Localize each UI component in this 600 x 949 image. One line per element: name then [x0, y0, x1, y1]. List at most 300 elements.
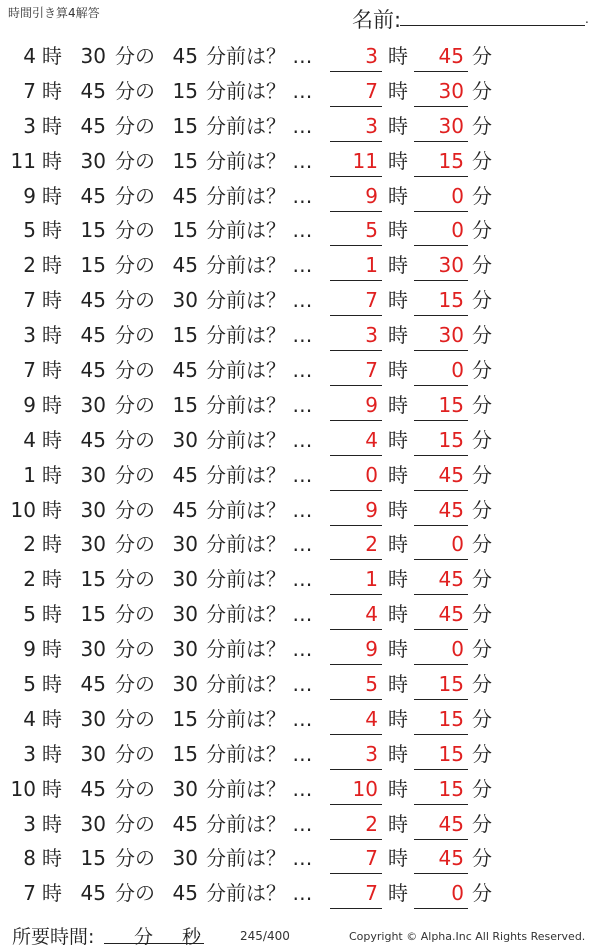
answer-minute-line [414, 873, 468, 874]
answer-hour[interactable]: 3 [365, 44, 378, 68]
before-label: 分前は？ … [206, 113, 313, 138]
minute-of-label: 分の [115, 637, 155, 662]
answer-minute-line [414, 315, 468, 316]
subtract-minutes: 15 [172, 148, 198, 173]
answer-hour-line [330, 176, 382, 177]
minute-label: 分 [472, 672, 492, 697]
worksheet-title: 時間引き算4解答 [8, 6, 100, 20]
answer-minute[interactable]: 30 [438, 253, 464, 278]
before-label: 分前は？ … [206, 706, 313, 731]
problem-row [0, 144, 600, 179]
start-hour: 9 [23, 392, 36, 417]
hour-label: 時 [388, 427, 408, 452]
before-label: 分前は？ … [206, 253, 313, 278]
answer-minute-line [414, 490, 468, 491]
hour-label: 時 [42, 706, 62, 731]
hour-label: 時 [42, 392, 62, 417]
before-label: 分前は？ … [206, 323, 313, 348]
minute-label: 分 [472, 218, 492, 243]
minute-label: 分 [472, 881, 492, 906]
answer-minute-line [414, 176, 468, 177]
subtract-minutes: 30 [172, 427, 198, 452]
start-minute: 15 [80, 567, 106, 592]
answer-minute-line [414, 908, 468, 909]
answer-minute[interactable]: 30 [438, 323, 464, 348]
subtract-minutes: 15 [172, 392, 198, 417]
subtract-minutes: 45 [172, 44, 198, 68]
minute-of-label: 分の [115, 183, 155, 208]
before-label: 分前は？ … [206, 567, 313, 592]
answer-hour[interactable]: 5 [365, 672, 378, 697]
answer-minute-line [414, 769, 468, 770]
answer-minute[interactable]: 0 [451, 218, 464, 243]
answer-minute-line [414, 245, 468, 246]
subtract-minutes: 30 [172, 602, 198, 627]
hour-label: 時 [42, 497, 62, 522]
name-end-dot: . [585, 12, 589, 26]
answer-minute-line [414, 385, 468, 386]
answer-minute[interactable]: 0 [451, 183, 464, 208]
answer-minute-line [414, 141, 468, 142]
problem-row [0, 632, 600, 667]
answer-hour-line [330, 908, 382, 909]
answer-hour[interactable]: 7 [365, 78, 378, 103]
minute-of-label: 分の [115, 44, 155, 68]
subtract-minutes: 30 [172, 776, 198, 801]
start-hour: 7 [23, 358, 36, 383]
answer-minute[interactable]: 45 [438, 497, 464, 522]
start-hour: 2 [23, 253, 36, 278]
before-label: 分前は？ … [206, 44, 313, 68]
answer-hour-line [330, 873, 382, 874]
problem-row [0, 74, 600, 109]
hour-label: 時 [388, 672, 408, 697]
answer-minute[interactable]: 45 [438, 811, 464, 836]
answer-hour-line [330, 559, 382, 560]
minute-label: 分 [472, 567, 492, 592]
answer-hour[interactable]: 7 [365, 288, 378, 313]
minute-label: 分 [472, 846, 492, 871]
subtract-minutes: 30 [172, 567, 198, 592]
start-minute: 45 [80, 881, 106, 906]
start-minute: 30 [80, 811, 106, 836]
answer-minute[interactable]: 0 [451, 881, 464, 906]
start-minute: 30 [80, 497, 106, 522]
minute-label: 分 [472, 253, 492, 278]
hour-label: 時 [42, 183, 62, 208]
answer-hour[interactable]: 5 [365, 218, 378, 243]
start-hour: 9 [23, 637, 36, 662]
hour-label: 時 [42, 811, 62, 836]
minute-label: 分 [472, 148, 492, 173]
minute-label: 分 [472, 392, 492, 417]
start-minute: 30 [80, 532, 106, 557]
hour-label: 時 [42, 532, 62, 557]
before-label: 分前は？ … [206, 462, 313, 487]
hour-label: 時 [42, 602, 62, 627]
minute-of-label: 分の [115, 881, 155, 906]
answer-hour-line [330, 490, 382, 491]
answer-hour[interactable]: 9 [365, 637, 378, 662]
subtract-minutes: 15 [172, 218, 198, 243]
subtract-minutes: 30 [172, 532, 198, 557]
subtract-minutes: 45 [172, 811, 198, 836]
minute-label: 分 [472, 44, 492, 68]
problem-row [0, 772, 600, 807]
subtract-minutes: 45 [172, 462, 198, 487]
hour-label: 時 [42, 462, 62, 487]
problem-row [0, 702, 600, 737]
minute-of-label: 分の [115, 776, 155, 801]
minute-label: 分 [472, 113, 492, 138]
start-minute: 15 [80, 253, 106, 278]
hour-label: 時 [42, 113, 62, 138]
hour-label: 時 [388, 602, 408, 627]
problem-row [0, 737, 600, 772]
start-minute: 30 [80, 706, 106, 731]
subtract-minutes: 30 [172, 637, 198, 662]
hour-label: 時 [388, 288, 408, 313]
answer-hour[interactable]: 2 [365, 532, 378, 557]
minute-label: 分 [472, 427, 492, 452]
before-label: 分前は？ … [206, 183, 313, 208]
hour-label: 時 [42, 253, 62, 278]
answer-minute[interactable]: 45 [438, 567, 464, 592]
problem-row [0, 876, 600, 911]
hour-label: 時 [388, 706, 408, 731]
start-hour: 4 [23, 706, 36, 731]
problem-row [0, 213, 600, 248]
subtract-minutes: 45 [172, 881, 198, 906]
answer-minute[interactable]: 45 [438, 44, 464, 68]
start-hour: 4 [23, 44, 36, 68]
minute-of-label: 分の [115, 323, 155, 348]
answer-minute-line [414, 71, 468, 72]
start-hour: 5 [23, 672, 36, 697]
answer-hour[interactable]: 7 [365, 846, 378, 871]
answer-minute[interactable]: 15 [438, 706, 464, 731]
answer-hour[interactable]: 3 [365, 323, 378, 348]
minute-of-label: 分の [115, 846, 155, 871]
minute-label: 分 [472, 811, 492, 836]
subtract-minutes: 30 [172, 672, 198, 697]
answer-hour-line [330, 141, 382, 142]
problem-row [0, 841, 600, 876]
minute-of-label: 分の [115, 602, 155, 627]
start-minute: 45 [80, 776, 106, 801]
hour-label: 時 [42, 776, 62, 801]
start-minute: 30 [80, 148, 106, 173]
hour-label: 時 [388, 881, 408, 906]
hour-label: 時 [388, 44, 408, 68]
hour-label: 時 [42, 218, 62, 243]
start-minute: 45 [80, 183, 106, 208]
hour-label: 時 [388, 218, 408, 243]
answer-hour-line [330, 629, 382, 630]
hour-label: 時 [388, 358, 408, 383]
before-label: 分前は？ … [206, 776, 313, 801]
answer-hour[interactable]: 2 [365, 811, 378, 836]
start-hour: 3 [23, 323, 36, 348]
subtract-minutes: 30 [172, 846, 198, 871]
hour-label: 時 [388, 183, 408, 208]
hour-label: 時 [42, 846, 62, 871]
hour-label: 時 [388, 113, 408, 138]
problem-row [0, 807, 600, 842]
before-label: 分前は？ … [206, 846, 313, 871]
start-hour: 7 [23, 288, 36, 313]
minute-of-label: 分の [115, 427, 155, 452]
page-number: 245/400 [240, 929, 290, 943]
before-label: 分前は？ … [206, 497, 313, 522]
minute-label: 分 [472, 706, 492, 731]
minute-label: 分 [472, 741, 492, 766]
problem-row [0, 388, 600, 423]
start-hour: 4 [23, 427, 36, 452]
answer-hour-line [330, 804, 382, 805]
answer-hour[interactable]: 1 [365, 567, 378, 592]
answer-minute-line [414, 455, 468, 456]
problem-row [0, 318, 600, 353]
subtract-minutes: 15 [172, 706, 198, 731]
hour-label: 時 [388, 532, 408, 557]
start-minute: 15 [80, 218, 106, 243]
subtract-minutes: 45 [172, 183, 198, 208]
answer-hour-line [330, 420, 382, 421]
answer-minute[interactable]: 0 [451, 637, 464, 662]
before-label: 分前は？ … [206, 881, 313, 906]
problem-row [0, 179, 600, 214]
start-hour: 7 [23, 881, 36, 906]
answer-hour-line [330, 211, 382, 212]
start-hour: 3 [23, 113, 36, 138]
hour-label: 時 [42, 567, 62, 592]
hour-label: 時 [42, 881, 62, 906]
start-minute: 45 [80, 288, 106, 313]
answer-hour-line [330, 455, 382, 456]
answer-minute-line [414, 629, 468, 630]
before-label: 分前は？ … [206, 637, 313, 662]
start-minute: 15 [80, 846, 106, 871]
before-label: 分前は？ … [206, 602, 313, 627]
answer-hour-line [330, 734, 382, 735]
hour-label: 時 [42, 672, 62, 697]
answer-minute[interactable]: 15 [438, 427, 464, 452]
answer-minute[interactable]: 0 [451, 532, 464, 557]
minute-label: 分 [472, 323, 492, 348]
answer-hour-line [330, 664, 382, 665]
subtract-minutes: 45 [172, 358, 198, 383]
before-label: 分前は？ … [206, 218, 313, 243]
answer-minute-line [414, 211, 468, 212]
problem-row [0, 109, 600, 144]
answer-hour-line [330, 106, 382, 107]
time-required-label: 所要時間: [12, 926, 95, 948]
before-label: 分前は？ … [206, 427, 313, 452]
time-second-label: 秒 [182, 926, 202, 948]
start-hour: 8 [23, 846, 36, 871]
hour-label: 時 [388, 392, 408, 417]
start-minute: 45 [80, 427, 106, 452]
minute-of-label: 分の [115, 392, 155, 417]
hour-label: 時 [42, 427, 62, 452]
start-hour: 2 [23, 532, 36, 557]
minute-of-label: 分の [115, 253, 155, 278]
start-minute: 45 [80, 78, 106, 103]
answer-minute[interactable]: 15 [438, 288, 464, 313]
answer-hour-line [330, 594, 382, 595]
hour-label: 時 [42, 741, 62, 766]
answer-hour-line [330, 350, 382, 351]
minute-of-label: 分の [115, 148, 155, 173]
answer-hour[interactable]: 7 [365, 881, 378, 906]
start-hour: 5 [23, 218, 36, 243]
problem-row [0, 283, 600, 318]
subtract-minutes: 15 [172, 113, 198, 138]
answer-minute[interactable]: 45 [438, 602, 464, 627]
answer-minute[interactable]: 15 [438, 776, 464, 801]
hour-label: 時 [388, 497, 408, 522]
answer-hour-line [330, 839, 382, 840]
start-minute: 30 [80, 637, 106, 662]
answer-hour-line [330, 525, 382, 526]
hour-label: 時 [388, 323, 408, 348]
subtract-minutes: 45 [172, 253, 198, 278]
start-minute: 30 [80, 44, 106, 68]
before-label: 分前は？ … [206, 741, 313, 766]
subtract-minutes: 15 [172, 78, 198, 103]
start-hour: 3 [23, 811, 36, 836]
start-minute: 45 [80, 672, 106, 697]
answer-minute-line [414, 839, 468, 840]
answer-minute[interactable]: 15 [438, 672, 464, 697]
copyright-text: Copyright © Alpha.Inc All Rights Reserved. [349, 930, 586, 943]
answer-hour-line [330, 315, 382, 316]
before-label: 分前は？ … [206, 288, 313, 313]
before-label: 分前は？ … [206, 78, 313, 103]
answer-minute-line [414, 350, 468, 351]
answer-hour[interactable]: 7 [365, 358, 378, 383]
problem-row [0, 423, 600, 458]
minute-of-label: 分の [115, 113, 155, 138]
answer-hour-line [330, 699, 382, 700]
answer-minute-line [414, 594, 468, 595]
hour-label: 時 [388, 637, 408, 662]
before-label: 分前は？ … [206, 672, 313, 697]
answer-minute-line [414, 525, 468, 526]
answer-minute[interactable]: 30 [438, 113, 464, 138]
subtract-minutes: 30 [172, 288, 198, 313]
minute-of-label: 分の [115, 358, 155, 383]
answer-hour[interactable]: 9 [365, 497, 378, 522]
start-minute: 30 [80, 462, 106, 487]
answer-minute-line [414, 420, 468, 421]
minute-label: 分 [472, 288, 492, 313]
hour-label: 時 [388, 776, 408, 801]
problem-row [0, 493, 600, 528]
minute-of-label: 分の [115, 78, 155, 103]
answer-hour[interactable]: 4 [365, 706, 378, 731]
minute-of-label: 分の [115, 532, 155, 557]
hour-label: 時 [42, 78, 62, 103]
start-minute: 45 [80, 113, 106, 138]
answer-minute-line [414, 106, 468, 107]
minute-label: 分 [472, 497, 492, 522]
answer-minute[interactable]: 0 [451, 358, 464, 383]
answer-hour[interactable]: 4 [365, 427, 378, 452]
answer-minute[interactable]: 15 [438, 392, 464, 417]
start-minute: 45 [80, 358, 106, 383]
minute-label: 分 [472, 776, 492, 801]
answer-minute-line [414, 664, 468, 665]
problem-row [0, 667, 600, 702]
answer-hour[interactable]: 4 [365, 602, 378, 627]
hour-label: 時 [388, 148, 408, 173]
answer-hour[interactable]: 3 [365, 113, 378, 138]
problem-row [0, 39, 600, 74]
minute-of-label: 分の [115, 218, 155, 243]
minute-of-label: 分の [115, 462, 155, 487]
minute-label: 分 [472, 78, 492, 103]
before-label: 分前は？ … [206, 532, 313, 557]
minute-of-label: 分の [115, 672, 155, 697]
hour-label: 時 [42, 323, 62, 348]
start-hour: 9 [23, 183, 36, 208]
problem-row [0, 562, 600, 597]
hour-label: 時 [42, 148, 62, 173]
hour-label: 時 [388, 567, 408, 592]
hour-label: 時 [388, 253, 408, 278]
answer-hour-line [330, 769, 382, 770]
minute-of-label: 分の [115, 288, 155, 313]
start-hour: 3 [23, 741, 36, 766]
minute-of-label: 分の [115, 811, 155, 836]
answer-minute[interactable]: 15 [438, 741, 464, 766]
answer-minute[interactable]: 15 [438, 148, 464, 173]
name-label: 名前: [352, 8, 402, 32]
answer-hour[interactable]: 9 [365, 392, 378, 417]
answer-hour[interactable]: 10 [352, 776, 378, 801]
answer-minute-line [414, 559, 468, 560]
answer-minute[interactable]: 45 [438, 462, 464, 487]
problem-row [0, 458, 600, 493]
name-field-line[interactable] [400, 25, 585, 26]
start-minute: 45 [80, 323, 106, 348]
hour-label: 時 [388, 741, 408, 766]
hour-label: 時 [388, 846, 408, 871]
answer-hour[interactable]: 0 [365, 462, 378, 487]
before-label: 分前は？ … [206, 392, 313, 417]
minute-of-label: 分の [115, 497, 155, 522]
answer-hour[interactable]: 3 [365, 741, 378, 766]
answer-minute[interactable]: 45 [438, 846, 464, 871]
answer-minute[interactable]: 30 [438, 78, 464, 103]
answer-hour[interactable]: 11 [352, 148, 378, 173]
minute-label: 分 [472, 637, 492, 662]
start-hour: 1 [23, 462, 36, 487]
problem-row [0, 597, 600, 632]
answer-minute-line [414, 699, 468, 700]
before-label: 分前は？ … [206, 358, 313, 383]
answer-hour-line [330, 71, 382, 72]
answer-minute-line [414, 280, 468, 281]
problem-row [0, 353, 600, 388]
answer-hour[interactable]: 1 [365, 253, 378, 278]
subtract-minutes: 15 [172, 323, 198, 348]
start-hour: 7 [23, 78, 36, 103]
answer-hour[interactable]: 9 [365, 183, 378, 208]
minute-label: 分 [472, 602, 492, 627]
